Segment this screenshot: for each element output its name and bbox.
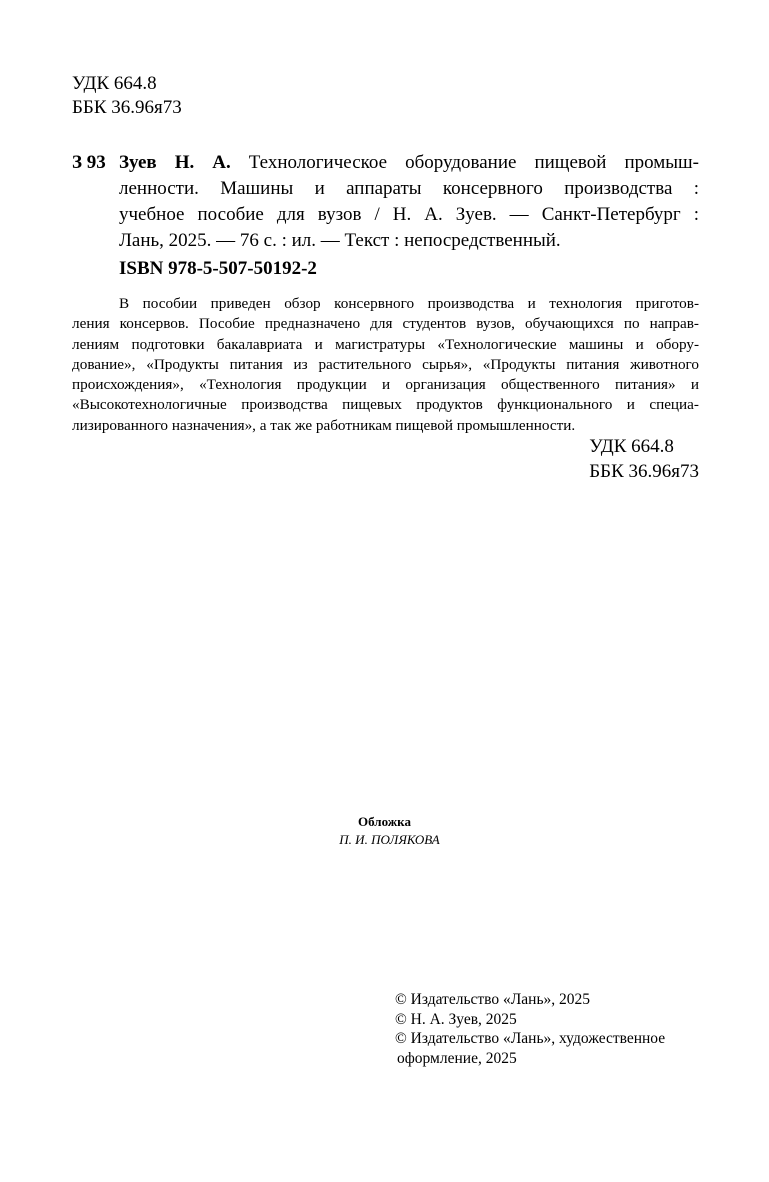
- biblio-line: ленности. Машины и аппараты консервного производства :: [119, 178, 699, 199]
- biblio-line: учебное пособие для вузов / Н. А. Зуев. — Санкт-Петербург :: [119, 204, 699, 225]
- cover-designer: П. И. ПОЛЯКОВА: [339, 832, 440, 847]
- biblio-line: Лань, 2025. — 76 с. : ил. — Текст : непосредственный.: [119, 230, 561, 251]
- udk-code: УДК 664.8: [589, 436, 674, 457]
- copyright-line: оформление, 2025: [397, 1049, 517, 1067]
- bbk-code: ББК 36.96я73: [589, 461, 699, 482]
- bibliographic-record: [72, 150, 699, 254]
- classification-footer: [589, 434, 699, 484]
- annotation-line: происхождения», «Технология продукции и организация общественного питания» и: [72, 376, 699, 394]
- author-name: Зуев Н. А.: [119, 152, 231, 173]
- annotation: [72, 294, 699, 436]
- bbk-code: ББК 36.96я73: [72, 97, 182, 118]
- cover-label: Обложка: [358, 814, 411, 829]
- annotation-line: дование», «Продукты питания из растительного сырья», «Продукты питания животного: [72, 355, 699, 373]
- annotation-line: ления консервов. Пособие предназначено для студентов вузов, обучающихся по направ-: [72, 315, 699, 333]
- bibliographic-description: [119, 150, 699, 254]
- title-start: Технологическое оборудование пищевой промыш-: [230, 152, 699, 173]
- isbn: ISBN 978-5-507-50192-2: [119, 258, 317, 279]
- copyright-line: © Издательство «Лань», 2025: [395, 991, 591, 1008]
- author-sign: З 93: [72, 152, 106, 173]
- biblio-line: [119, 150, 699, 176]
- copyright-block: [395, 990, 665, 1068]
- copyright-line: © Издательство «Лань», художественное: [395, 1030, 666, 1047]
- cover-credit: [0, 813, 769, 849]
- annotation-line: лизированного назначения», а так же работникам пищевой промышленности.: [72, 416, 576, 434]
- annotation-line: «Высокотехнологичные производства пищевых продуктов функционального и специа-: [72, 396, 699, 414]
- annotation-line: лениям подготовки бакалавриата и магистратуры «Технологические машины и обору-: [72, 335, 699, 353]
- annotation-line: В пособии приведен обзор консервного производства и технология приготов-: [119, 295, 699, 312]
- udk-code: УДК 664.8: [72, 73, 157, 94]
- copyright-line: © Н. А. Зуев, 2025: [395, 1010, 517, 1028]
- classification-header: [72, 72, 182, 120]
